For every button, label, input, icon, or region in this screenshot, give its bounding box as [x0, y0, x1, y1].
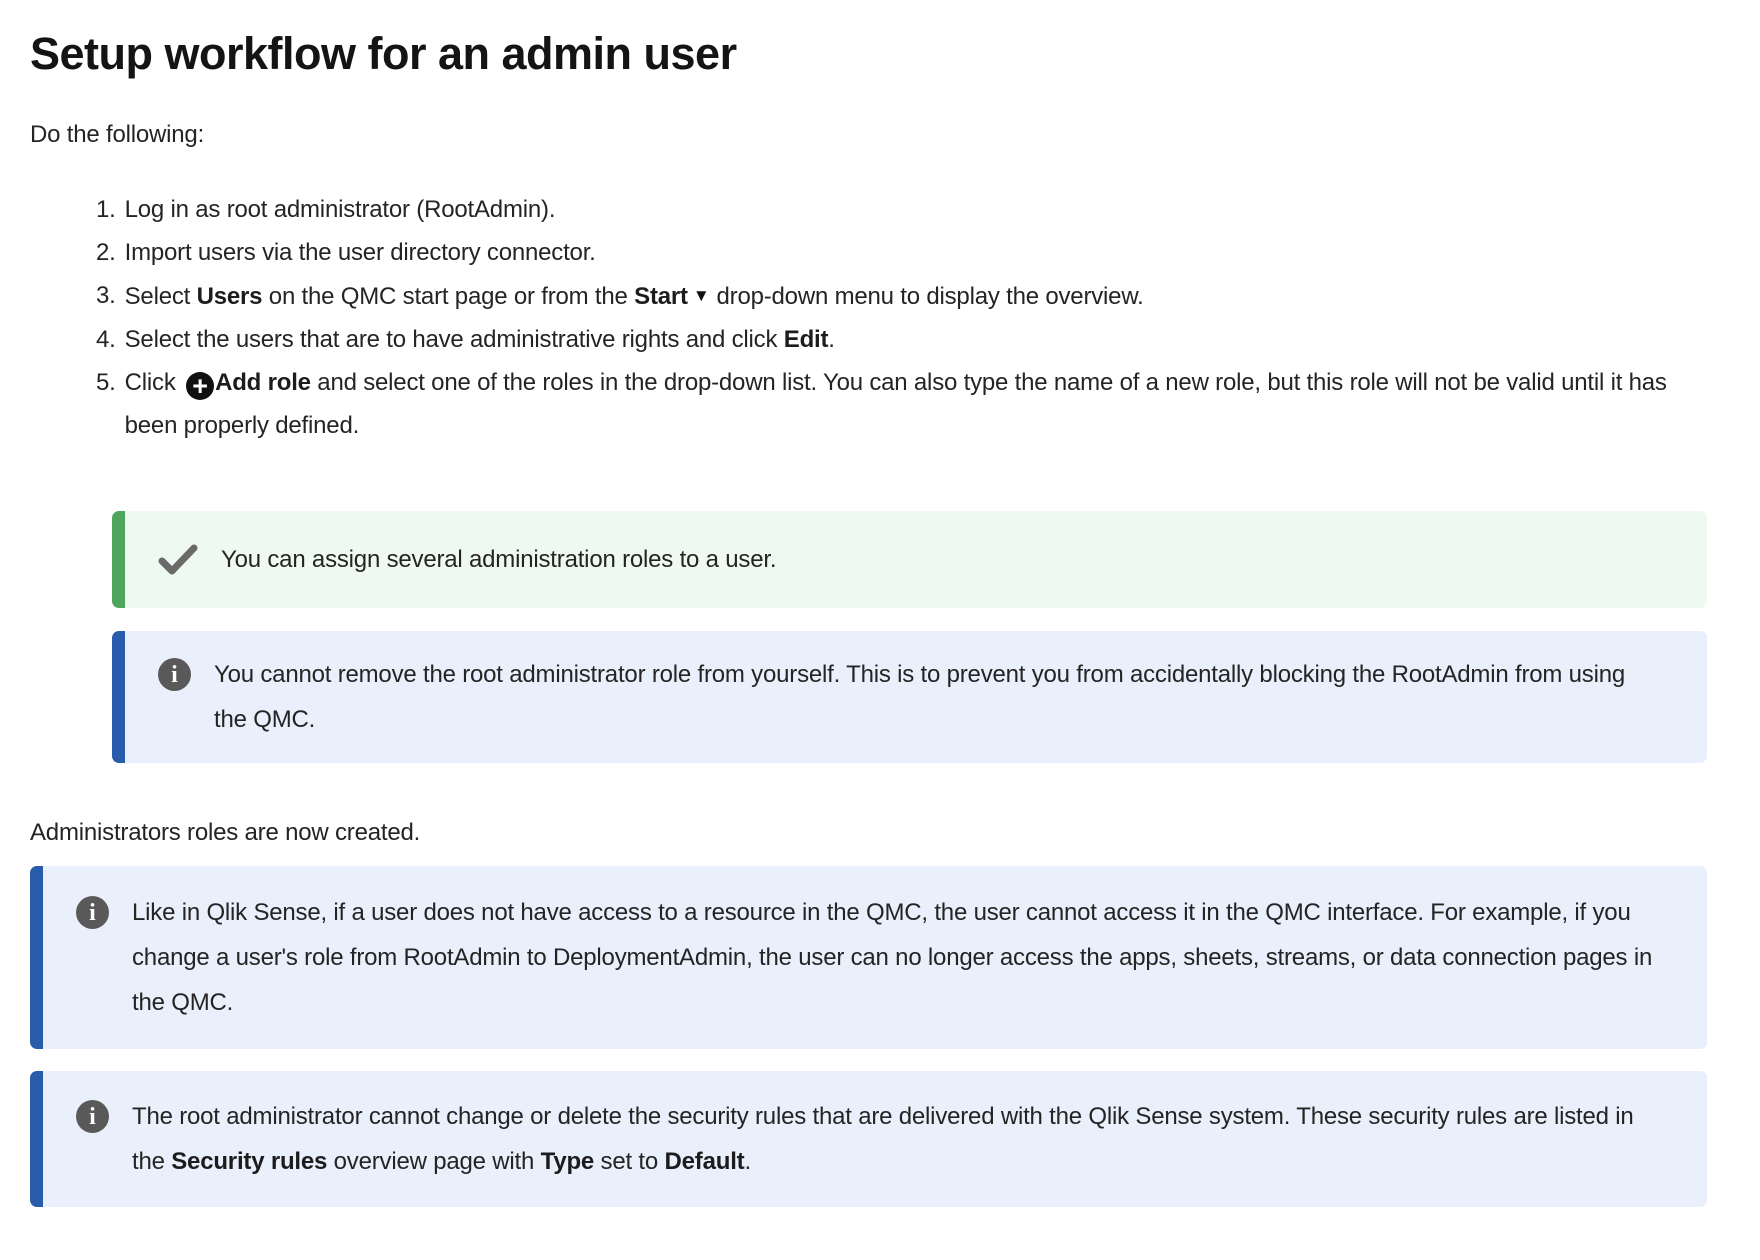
note-segment: . [744, 1148, 751, 1176]
note-text: Like in Qlik Sense, if a user does not have access to a resource in the QMC, the user cannot access it in the QMC interface. For example, if you change a user's role from RootAdmin to DeploymentAdmin, the user can no longer access the apps, sheets, streams, or data connection pages in the QMC. [132, 899, 1653, 1017]
step-text [125, 318, 1707, 361]
intro-text: Do the following: [30, 121, 205, 149]
step-item-4 [96, 318, 1707, 361]
note-segment: set to [594, 1148, 665, 1176]
step-number: 5. [96, 369, 116, 397]
check-icon [158, 544, 198, 576]
step-item-3 [96, 274, 1707, 318]
step-number: 3. [96, 282, 116, 310]
default-emphasis: Default [664, 1148, 745, 1176]
step-text [125, 231, 1707, 274]
tip-callout [112, 511, 1707, 608]
step-number: 1. [96, 196, 116, 224]
info-icon: i [158, 658, 191, 691]
note-callout-qmc-access [30, 866, 1707, 1049]
info-icon: i [76, 896, 109, 929]
start-emphasis: Start [634, 283, 688, 311]
step-text [125, 361, 1707, 447]
step-number: 2. [96, 239, 116, 267]
step-segment: Import users via the user directory connector. [124, 239, 596, 267]
step-segment: Select the users that are to have administrative rights and click [124, 326, 784, 354]
edit-emphasis: Edit [783, 326, 829, 354]
add-role-icon: + [186, 372, 214, 400]
step-text [125, 188, 1707, 231]
add-role-emphasis: Add role [215, 369, 311, 397]
step-number: 4. [96, 326, 116, 354]
step-segment: Log in as root administrator (RootAdmin). [124, 196, 556, 224]
security-rules-emphasis: Security rules [171, 1148, 328, 1176]
setup-steps-list [30, 188, 1707, 447]
note-callout-root-admin [112, 631, 1707, 763]
type-emphasis: Type [540, 1148, 595, 1176]
note-text: You cannot remove the root administrator role from yourself. This is to prevent you from accidentally blocking the RootAdmin from using the QMC. [214, 661, 1626, 734]
step-segment: Click [124, 369, 183, 397]
step-segment: drop-down menu to display the overview. [716, 283, 1144, 311]
tip-text: You can assign several administration roles to a user. [221, 546, 777, 574]
step-segment: on the QMC start page or from the [262, 283, 635, 311]
step-item-1 [96, 188, 1707, 231]
step-item-5 [96, 361, 1707, 447]
result-text: Administrators roles are now created. [30, 819, 421, 847]
note-segment: The root administrator cannot change or delete the security rules that are delivered with the Qlik Sense system. These security rules are listed in the [132, 1103, 1634, 1176]
page-title: Setup workflow for an admin user [30, 28, 737, 79]
note-text [132, 1094, 1662, 1184]
step-text [125, 274, 1707, 318]
dropdown-arrow-icon: ▼ [692, 286, 710, 306]
step-segment: and select one of the roles in the drop-down list. You can also type the name of a new role, but this role will not be valid until it has been properly defined. [124, 369, 1667, 440]
note-callout-security-rules [30, 1071, 1707, 1207]
users-emphasis: Users [196, 283, 263, 311]
step-item-2 [96, 231, 1707, 274]
step-segment: . [828, 326, 835, 354]
step-segment: Select [124, 283, 197, 311]
note-segment: overview page with [327, 1148, 541, 1176]
info-icon: i [76, 1100, 109, 1133]
